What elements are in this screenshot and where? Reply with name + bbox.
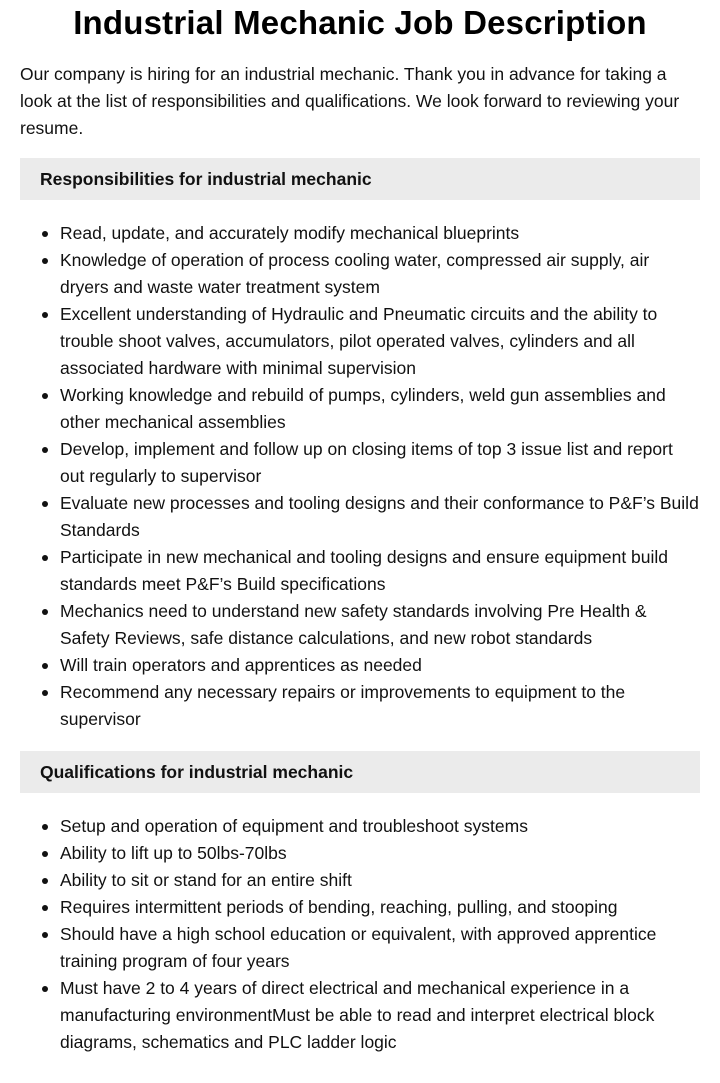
qualifications-list [20, 813, 700, 1056]
responsibilities-heading: Responsibilities for industrial mechanic [20, 158, 700, 200]
list-item: Should have a high school education or equivalent, with approved apprentice training program of four years [60, 921, 700, 975]
list-item: Evaluate new processes and tooling designs and their conformance to P&F’s Build Standards [60, 490, 700, 544]
responsibilities-list [20, 220, 700, 733]
intro-paragraph: Our company is hiring for an industrial mechanic. Thank you in advance for taking a look at the list of responsibilities and qualifications. We look forward to reviewing your resume. [20, 64, 680, 138]
qualifications-heading: Qualifications for industrial mechanic [20, 751, 700, 793]
list-item: Ability to lift up to 50lbs-70lbs [60, 840, 700, 867]
list-item: Will train operators and apprentices as needed [60, 652, 700, 679]
list-item: Excellent understanding of Hydraulic and Pneumatic circuits and the ability to trouble shoot valves, accumulators, pilot operated valves, cylinders and all associated hardware with minimal supervision [60, 301, 700, 382]
list-item: Recommend any necessary repairs or improvements to equipment to the supervisor [60, 679, 700, 733]
list-item: Participate in new mechanical and tooling designs and ensure equipment build standards meet P&F’s Build specifications [60, 544, 700, 598]
list-item: Setup and operation of equipment and troubleshoot systems [60, 813, 700, 840]
list-item: Requires intermittent periods of bending, reaching, pulling, and stooping [60, 894, 700, 921]
list-item: Knowledge of operation of process cooling water, compressed air supply, air dryers and waste water treatment system [60, 247, 700, 301]
list-item: Develop, implement and follow up on closing items of top 3 issue list and report out regularly to supervisor [60, 436, 700, 490]
list-item: Working knowledge and rebuild of pumps, cylinders, weld gun assemblies and other mechanical assemblies [60, 382, 700, 436]
page-title: Industrial Mechanic Job Description [73, 4, 647, 41]
list-item: Mechanics need to understand new safety standards involving Pre Health & Safety Reviews, safe distance calculations, and new robot standards [60, 598, 700, 652]
list-item: Ability to sit or stand for an entire shift [60, 867, 700, 894]
list-item: Read, update, and accurately modify mechanical blueprints [60, 220, 700, 247]
list-item: Must have 2 to 4 years of direct electrical and mechanical experience in a manufacturing environmentMust be able to read and interpret electrical block diagrams, schematics and PLC ladder logic [60, 975, 700, 1056]
